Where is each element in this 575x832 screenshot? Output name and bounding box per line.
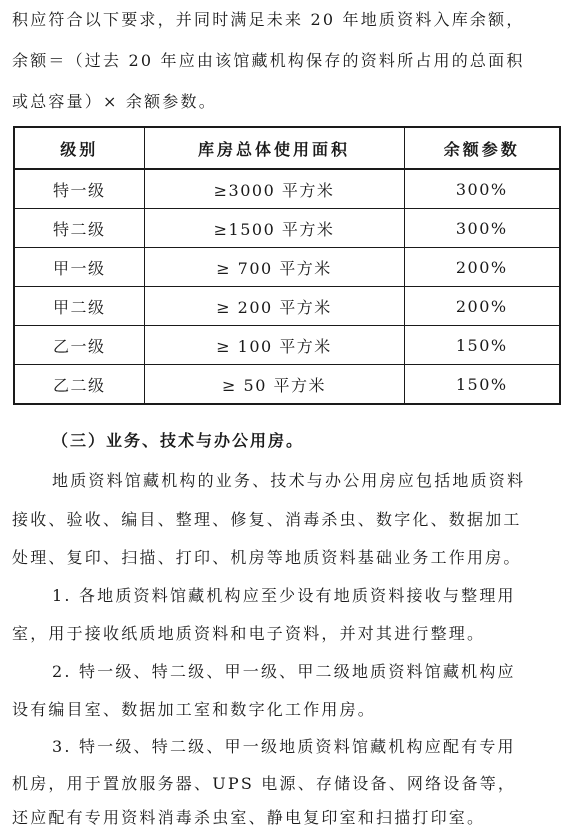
table-row — [14, 326, 560, 365]
table-row — [14, 248, 560, 287]
para1-line-2: 接收、验收、编目、整理、修复、消毒杀虫、数字化、数据加工 — [12, 510, 522, 529]
cell-area: ≥1500 平方米 — [144, 209, 404, 248]
quota-table — [13, 126, 561, 405]
table-row — [14, 287, 560, 326]
cell-param: 300% — [404, 169, 560, 209]
header-param: 余额参数 — [404, 127, 560, 169]
cell-param: 200% — [404, 248, 560, 287]
cell-area: ≥ 100 平方米 — [144, 326, 404, 365]
cell-level: 乙一级 — [14, 326, 144, 365]
para1-line-3: 处理、复印、扫描、打印、机房等地质资料基础业务工作用房。 — [12, 548, 522, 567]
item3-line-2: 机房，用于置放服务器、UPS 电源、存储设备、网络设备等， — [12, 774, 517, 793]
para1-line-1: 地质资料馆藏机构的业务、技术与办公用房应包括地质资料 — [52, 471, 526, 490]
intro-line-3: 或总容量）× 余额参数。 — [12, 92, 217, 111]
table-row — [14, 365, 560, 405]
cell-level: 特一级 — [14, 169, 144, 209]
item3-line-1: 3. 特一级、特二级、甲一级地质资料馆藏机构应配有专用 — [52, 737, 516, 756]
cell-param: 150% — [404, 365, 560, 405]
cell-level: 甲二级 — [14, 287, 144, 326]
cell-area: ≥ 50 平方米 — [144, 365, 404, 405]
intro-line-2: 余额＝（过去 20 年应由该馆藏机构保存的资料所占用的总面积 — [12, 51, 525, 70]
cell-area: ≥3000 平方米 — [144, 169, 404, 209]
table-row — [14, 169, 560, 209]
cell-param: 150% — [404, 326, 560, 365]
item1-line-2: 室，用于接收纸质地质资料和电子资料，并对其进行整理。 — [12, 624, 486, 643]
table-row — [14, 209, 560, 248]
cell-level: 乙二级 — [14, 365, 144, 405]
cell-level: 甲一级 — [14, 248, 144, 287]
header-area: 库房总体使用面积 — [144, 127, 404, 169]
item3-line-3: 还应配有专用资料消毒杀虫室、静电复印室和扫描打印室。 — [12, 808, 486, 827]
section-heading: （三）业务、技术与办公用房。 — [52, 431, 305, 450]
cell-param: 200% — [404, 287, 560, 326]
item2-line-2: 设有编目室、数据加工室和数字化工作用房。 — [12, 700, 377, 719]
table-header-row — [14, 127, 560, 169]
intro-line-1: 积应符合以下要求，并同时满足未来 20 年地质资料入库余额， — [12, 10, 525, 29]
cell-area: ≥ 200 平方米 — [144, 287, 404, 326]
cell-param: 300% — [404, 209, 560, 248]
header-level: 级别 — [14, 127, 144, 169]
cell-level: 特二级 — [14, 209, 144, 248]
cell-area: ≥ 700 平方米 — [144, 248, 404, 287]
item1-line-1: 1. 各地质资料馆藏机构应至少设有地质资料接收与整理用 — [52, 586, 516, 605]
item2-line-1: 2. 特一级、特二级、甲一级、甲二级地质资料馆藏机构应 — [52, 662, 516, 681]
